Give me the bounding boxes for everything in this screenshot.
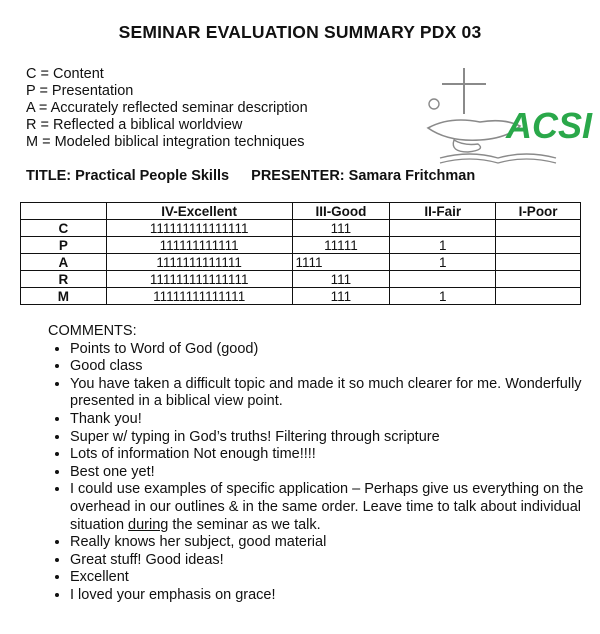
table-cell — [496, 237, 581, 254]
acsi-logo — [420, 66, 593, 166]
table-cell: 1 — [390, 288, 496, 305]
list-item: • Excellent — [70, 569, 588, 587]
table-cell — [496, 288, 581, 305]
comment-text: the seminar as we talk. — [168, 516, 321, 533]
column-header: III-Good — [292, 203, 390, 220]
column-header: II-Fair — [390, 203, 496, 220]
table-cell: 111111111111111 — [106, 271, 292, 288]
table-cell: 111 — [292, 220, 390, 237]
table-cell: 11111111111111 — [106, 288, 292, 305]
session-info — [26, 168, 475, 184]
row-label: A — [21, 254, 107, 271]
list-item: • Points to Word of God (good) — [70, 341, 588, 359]
seminar-title: Practical People Skills — [75, 168, 230, 184]
table-cell: 11111 — [292, 237, 390, 254]
page-title: SEMINAR EVALUATION SUMMARY PDX 03 — [118, 22, 482, 42]
table-cell: 111 — [292, 271, 390, 288]
table-cell — [496, 271, 581, 288]
table-cell: 1 — [390, 254, 496, 271]
table-row — [21, 288, 581, 305]
row-label: R — [21, 271, 107, 288]
row-label: M — [21, 288, 107, 305]
acsi-logo-text: ACSI — [506, 105, 593, 146]
presenter-label: PRESENTER: — [251, 168, 345, 184]
title-label: TITLE: — [26, 168, 72, 184]
list-item: • Good class — [70, 358, 588, 376]
table-cell: 111111111111111 — [106, 220, 292, 237]
list-item: • You have taken a difficult topic and made it so much clearer for me. Wonderfully presented in a biblical view point. — [70, 376, 588, 411]
comments-list — [48, 341, 588, 605]
legend-item: M = Modeled biblical integration techniques — [26, 134, 305, 150]
table-row — [21, 237, 581, 254]
table-cell — [496, 220, 581, 237]
list-item: • I loved your emphasis on grace! — [70, 587, 588, 605]
legend-item: A = Accurately reflected seminar description — [26, 100, 308, 116]
list-item: • Really knows her subject, good material — [70, 534, 588, 552]
list-item: • Super w/ typing in God’s truths! Filtering through scripture — [70, 429, 588, 447]
legend-item: R = Reflected a biblical worldview — [26, 117, 243, 133]
table-row — [21, 220, 581, 237]
legend-item: C = Content — [26, 66, 104, 82]
comments-section — [48, 323, 588, 605]
comment-text: I could use examples of specific application – Perhaps give us everything on the overhead in our outlines & in the same order. Leave time to talk about individual situation — [70, 481, 584, 533]
column-header: I-Poor — [496, 203, 581, 220]
underlined-word: during — [128, 516, 169, 533]
presenter-name: Samara Fritchman — [348, 168, 476, 184]
column-header — [21, 203, 107, 220]
table-cell: 1 — [390, 237, 496, 254]
table-cell: 111 — [292, 288, 390, 305]
table-cell — [390, 220, 496, 237]
list-item: • Lots of information Not enough time!!!! — [70, 446, 588, 464]
table-cell: 1111 — [292, 254, 390, 271]
ratings-table — [20, 202, 581, 305]
row-label: C — [21, 220, 107, 237]
table-cell: 1111111111111 — [106, 254, 292, 271]
column-header: IV-Excellent — [106, 203, 292, 220]
comments-heading: COMMENTS: — [48, 323, 137, 339]
list-item — [70, 481, 588, 534]
table-cell: 111111111111 — [106, 237, 292, 254]
list-item: • Thank you! — [70, 411, 588, 429]
list-item: • Best one yet! — [70, 464, 588, 482]
list-item: • Great stuff! Good ideas! — [70, 552, 588, 570]
rating-legend — [26, 66, 308, 151]
legend-item: P = Presentation — [26, 83, 134, 99]
table-header-row — [21, 203, 581, 220]
table-cell — [390, 271, 496, 288]
table-row — [21, 254, 581, 271]
table-cell — [496, 254, 581, 271]
row-label: P — [21, 237, 107, 254]
table-row — [21, 271, 581, 288]
